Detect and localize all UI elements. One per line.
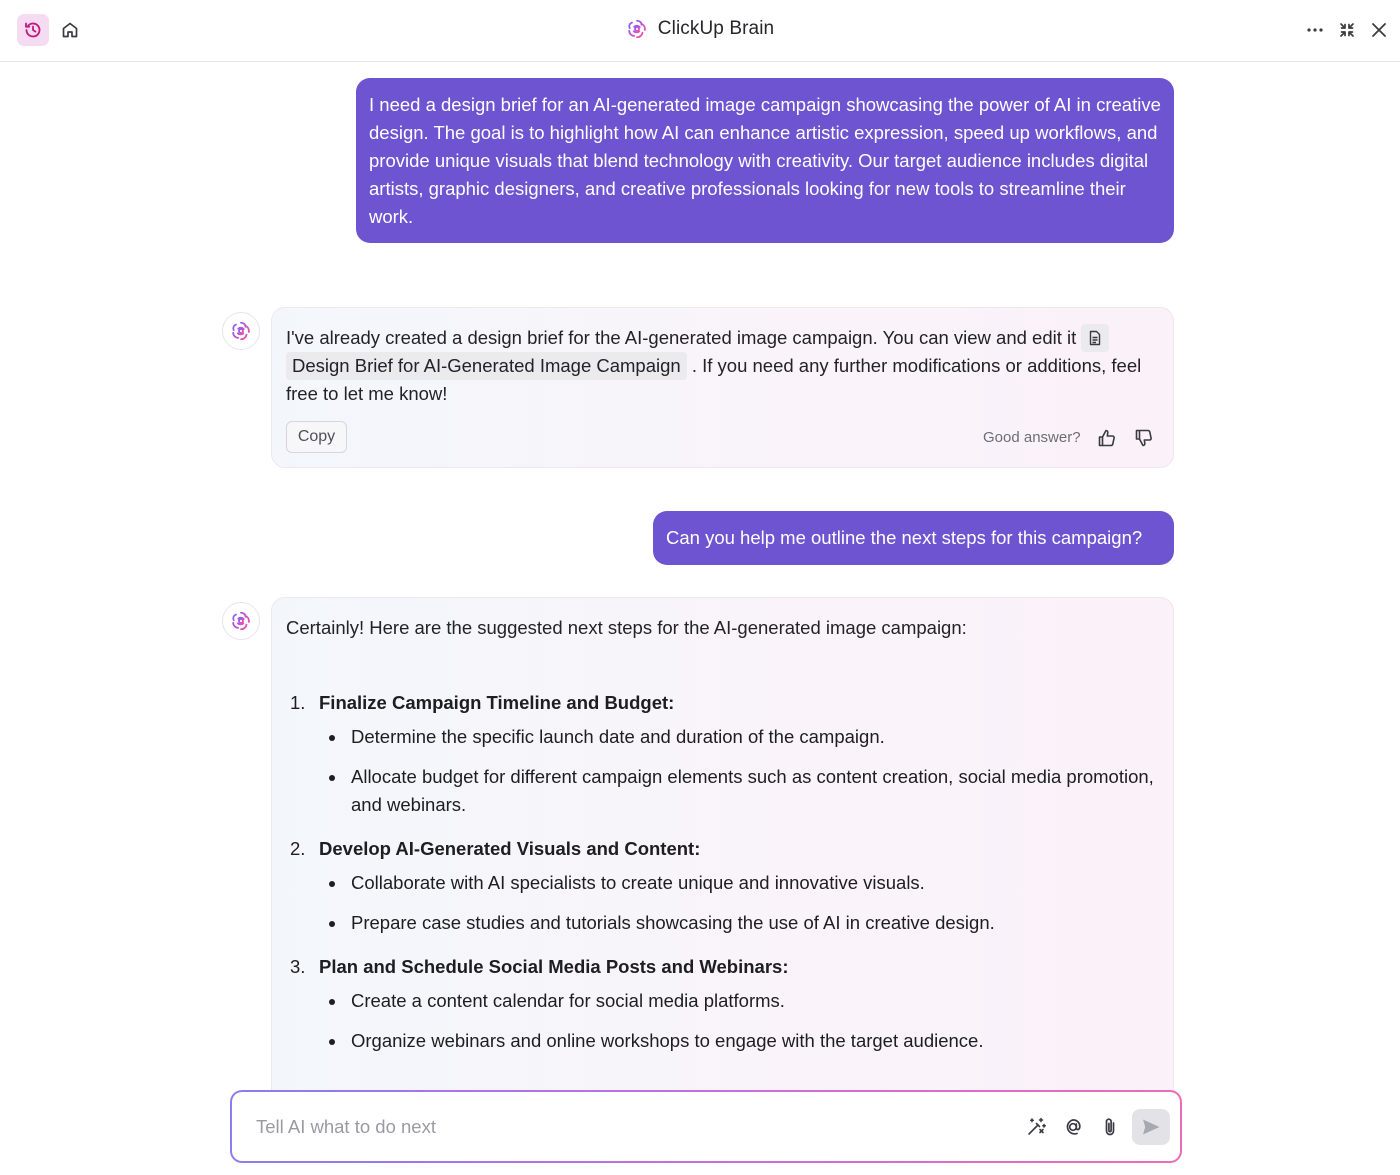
send-button[interactable] [1132,1109,1170,1145]
page-title: ClickUp Brain [657,18,775,39]
step-bullet [286,1027,1156,1055]
step-item [286,689,1156,819]
more-button[interactable] [1300,15,1330,45]
ai-text-before: I've already created a design brief for the AI-generated image campaign. You can view and edit it [286,327,1082,348]
copy-button[interactable]: Copy [286,421,347,453]
collapse-icon [1338,21,1356,39]
ai-message-intro: Certainly! Here are the suggested next steps for the AI-generated image campaign: [286,617,967,638]
thumbs-up-icon [1097,428,1117,448]
thumbs-down-button[interactable] [1132,426,1156,450]
more-horizontal-icon [1305,20,1325,40]
step-number: 2. [290,838,306,859]
header-title-group [0,18,1400,40]
bullet-text: Prepare case studies and tutorials showcasing the use of AI in creative design. [351,912,995,933]
user-message-text: I need a design brief for an AI-generated image campaign showcasing the power of AI in creative design. The goal is to highlight how AI can enhance artistic expression, speed up workflows, and provide unique visuals that blend technology with creativity. Our target audience includes digital artists, graphic designers, and creative professionals looking for new tools to streamline their work. [369,94,1161,227]
bullet-text: Collaborate with AI specialists to create unique and innovative visuals. [351,872,925,893]
magic-wand-icon [1025,1116,1047,1138]
step-title: Plan and Schedule Social Media Posts and Webinars: [319,956,789,977]
step-number: 3. [290,956,306,977]
thumbs-up-button[interactable] [1095,426,1119,450]
prompt-input-container [230,1090,1182,1163]
step-bullet [286,909,1156,937]
ai-avatar [222,312,260,350]
doc-chip-icon[interactable] [1081,324,1109,352]
bullet-text: Create a content calendar for social media platforms. [351,990,785,1011]
prompt-input[interactable] [256,1112,996,1142]
close-icon [1370,21,1388,39]
attach-button[interactable] [1098,1115,1122,1139]
bullet-text: Organize webinars and online workshops to engage with the target audience. [351,1030,984,1051]
bullet-text: Allocate budget for different campaign elements such as content creation, social media promotion, and webinars. [351,766,1154,815]
user-message [356,78,1174,243]
clickup-brain-icon [626,18,648,40]
feedback-label: Good answer? [983,429,1081,446]
step-bullet [286,763,1156,819]
clickup-brain-icon [230,320,252,342]
send-icon [1140,1116,1162,1138]
step-bullet [286,723,1156,751]
step-title: Finalize Campaign Timeline and Budget: [319,692,675,713]
document-icon [1087,330,1103,346]
header [0,0,1400,62]
step-bullet [286,869,1156,897]
bullet-text: Determine the specific launch date and duration of the campaign. [351,726,885,747]
ai-message [271,597,1174,1097]
attach-icon [1099,1116,1121,1138]
doc-link[interactable]: Design Brief for AI-Generated Image Campaign [286,352,687,380]
close-button[interactable] [1364,15,1394,45]
mention-button[interactable] [1061,1115,1085,1139]
user-message-text: Can you help me outline the next steps for this campaign? [666,527,1143,548]
user-message [653,511,1174,565]
prompt-input-box [232,1092,1180,1161]
thumbs-down-icon [1134,428,1154,448]
ai-avatar [222,602,260,640]
step-title: Develop AI-Generated Visuals and Content: [319,838,701,859]
ai-message-text [286,324,1166,408]
clickup-brain-icon [230,610,252,632]
ai-message [271,307,1174,468]
step-item [286,835,1156,937]
collapse-button[interactable] [1332,15,1362,45]
step-number: 1. [290,692,306,713]
magic-wand-button[interactable] [1024,1115,1048,1139]
mention-icon [1062,1116,1084,1138]
step-bullet [286,987,1156,1015]
step-item [286,953,1156,1055]
ai-text-after: . If you need any further modifications or additions, feel free to let me know! [286,355,1142,404]
